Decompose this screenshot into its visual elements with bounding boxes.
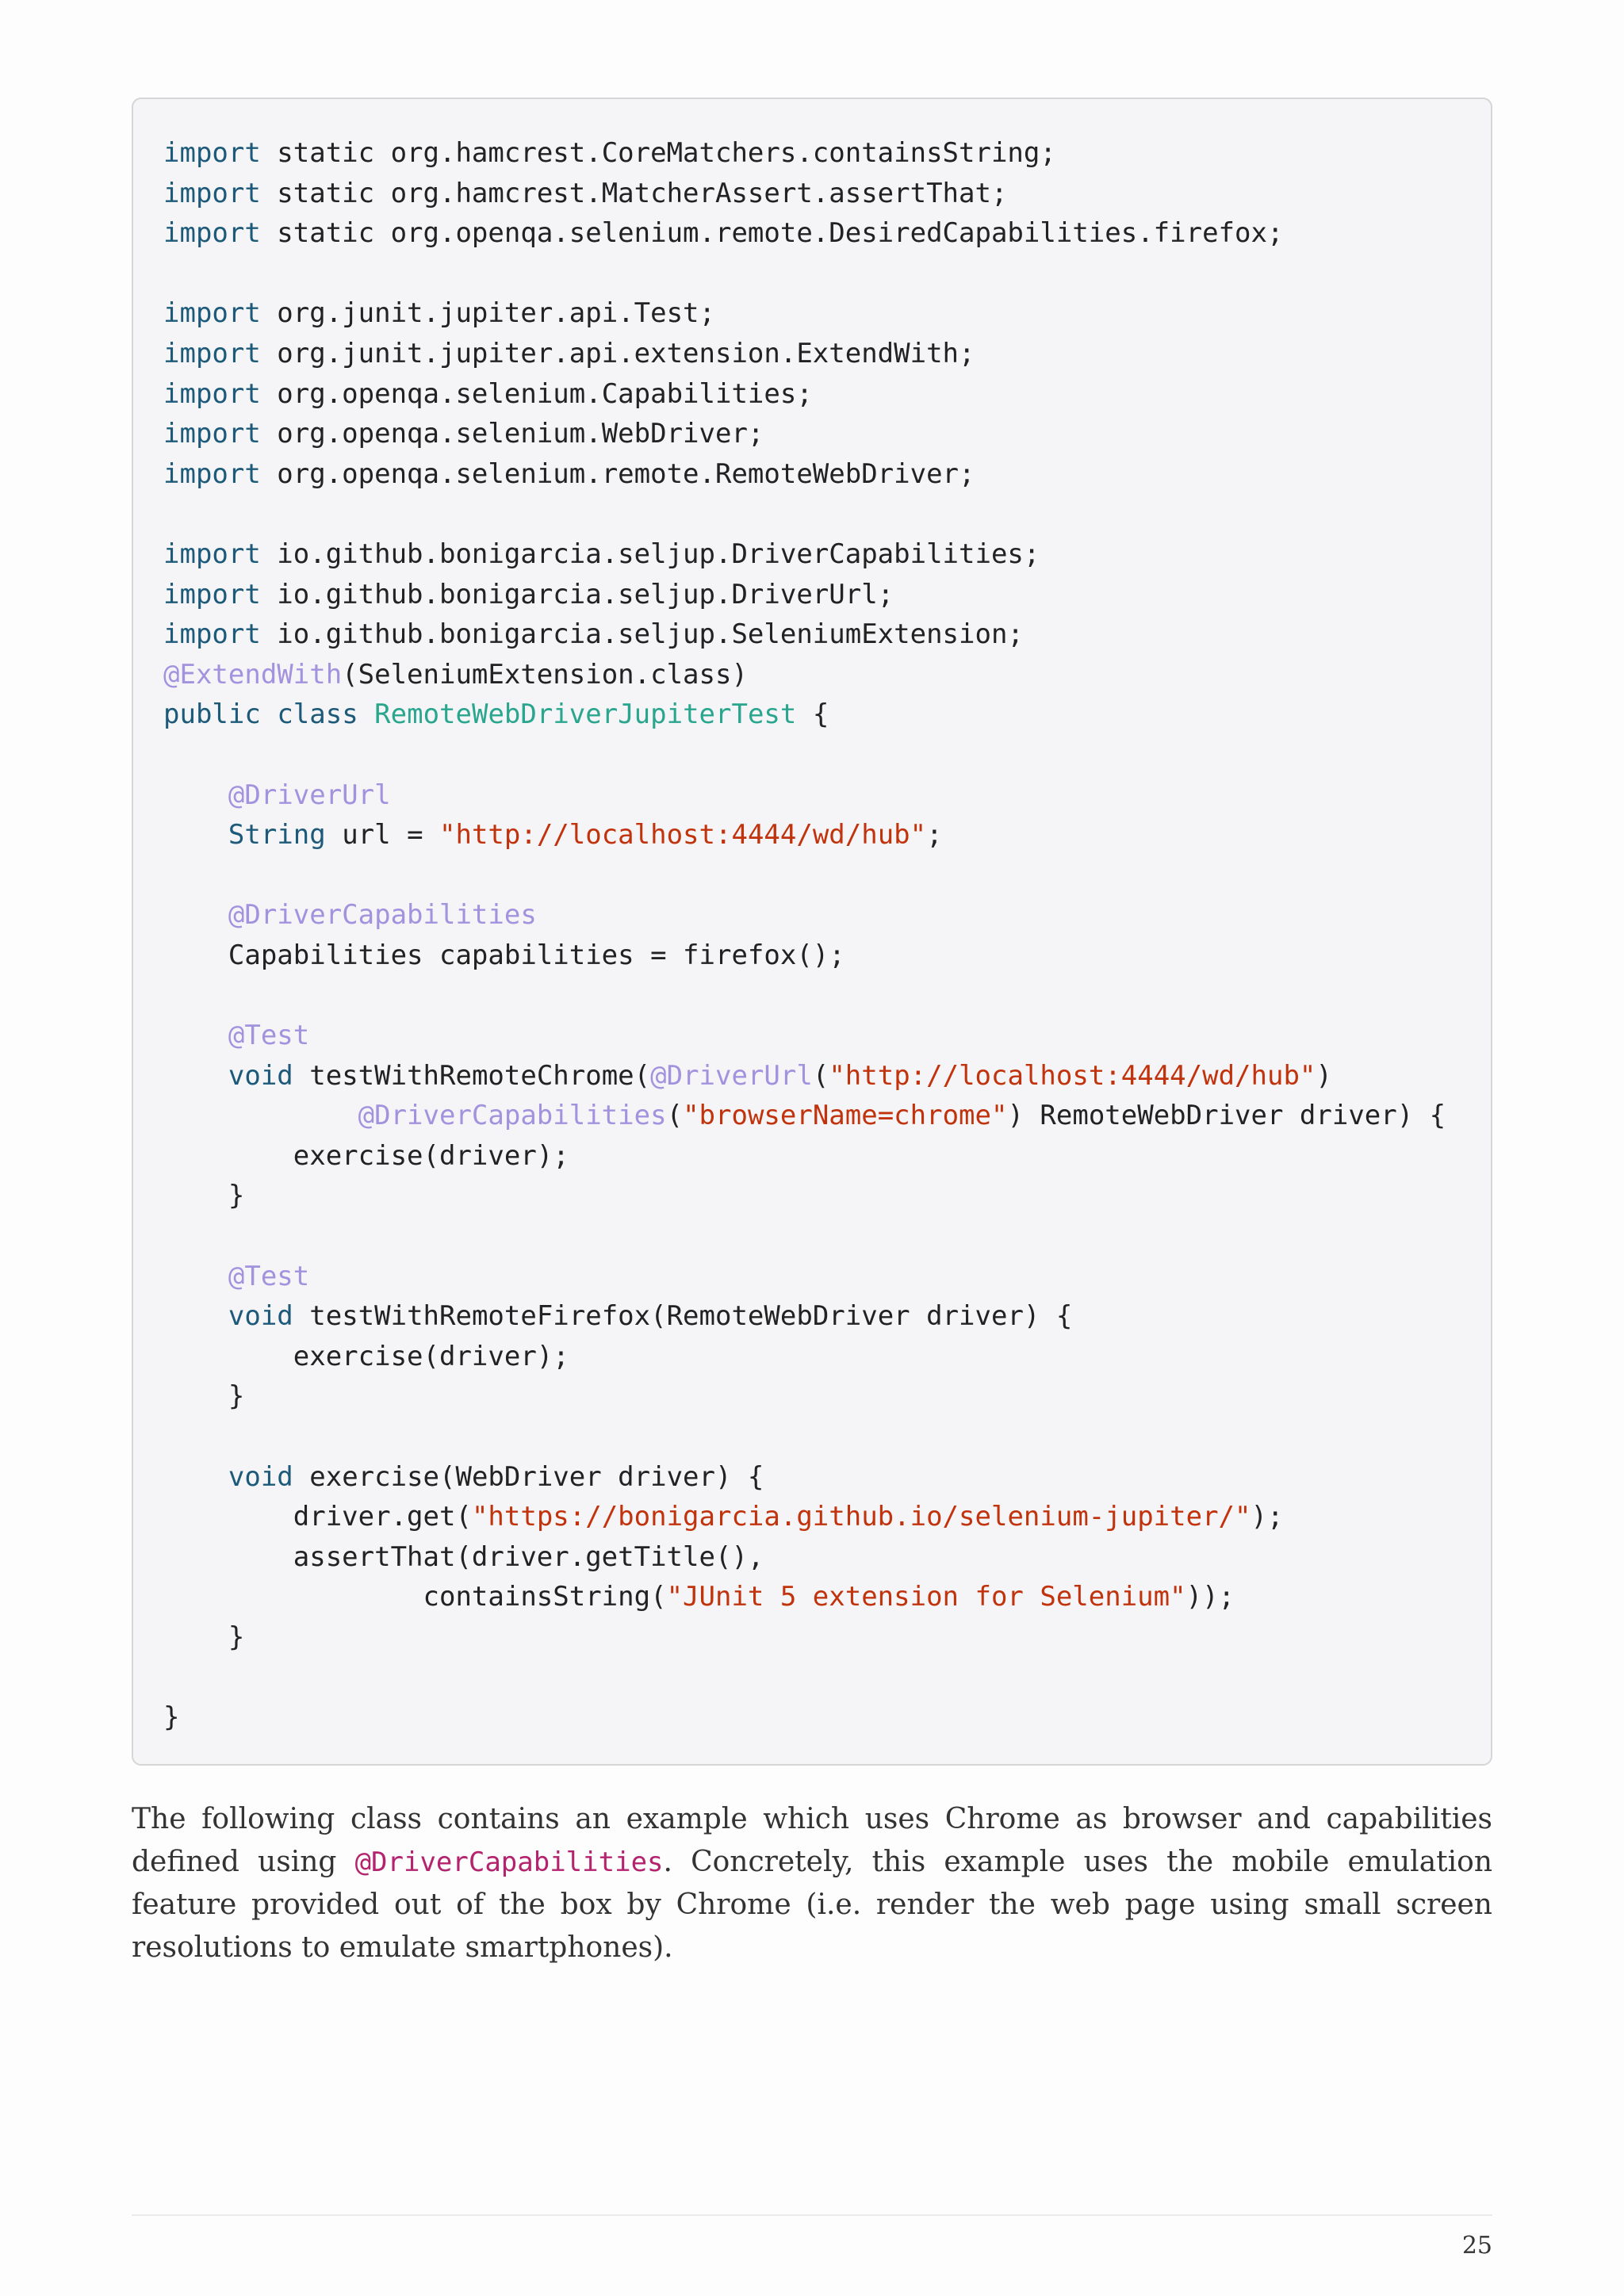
code-token: } (163, 1701, 180, 1734)
code-token (163, 1100, 358, 1131)
java-code-listing (163, 133, 1462, 1738)
code-token (163, 1020, 228, 1051)
code-line (163, 1136, 1462, 1177)
code-token: String (228, 819, 326, 851)
code-line (163, 855, 1462, 896)
code-line (163, 1537, 1462, 1578)
code-line (163, 695, 1462, 735)
code-token: import (163, 137, 261, 169)
code-line (163, 1176, 1462, 1216)
code-line (163, 1417, 1462, 1457)
code-block (132, 98, 1492, 1766)
code-token: io.github.bonigarcia.seljup.SeleniumExtension; (260, 618, 1024, 651)
code-token: assertThat(driver.getTitle(), (163, 1540, 764, 1573)
code-line (163, 1096, 1462, 1136)
code-token: @DriverUrl (650, 1059, 813, 1092)
code-token: ; (926, 819, 943, 851)
code-token: exercise(driver); (163, 1139, 569, 1172)
code-token: org.openqa.selenium.WebDriver; (260, 418, 764, 450)
code-token: class (277, 698, 358, 731)
code-line (163, 414, 1462, 454)
code-token: )); (1185, 1581, 1235, 1613)
code-line (163, 1577, 1462, 1617)
code-token: exercise(WebDriver driver) { (293, 1460, 764, 1493)
code-token (163, 1261, 228, 1292)
code-token: (SeleniumExtension.class) (342, 658, 748, 691)
code-token: @DriverCapabilities (228, 899, 537, 932)
code-token: testWithRemoteFirefox(RemoteWebDriver driver) { (293, 1300, 1073, 1333)
code-line (163, 1457, 1462, 1498)
code-token: "JUnit 5 extension for Selenium" (666, 1581, 1186, 1613)
paragraph-text-after: . Concretely, this example uses the mobile emulation feature provided out of the box by Chrome (i.e. render the web page using small screen resolutions to emulate smartphones). (132, 1846, 1493, 1964)
code-token (163, 1060, 228, 1092)
code-line (163, 1056, 1462, 1096)
code-line (163, 1257, 1462, 1297)
code-token: import (163, 418, 261, 450)
code-line (163, 454, 1462, 495)
code-line (163, 775, 1462, 816)
code-line (163, 254, 1462, 294)
code-line (163, 735, 1462, 775)
code-token: ( (666, 1100, 684, 1132)
code-line (163, 1617, 1462, 1658)
code-token: static org.openqa.selenium.remote.DesiredCapabilities.firefox; (260, 217, 1284, 250)
code-token: @DriverCapabilities (358, 1100, 667, 1132)
code-line (163, 1376, 1462, 1417)
code-token: @DriverUrl (228, 779, 391, 811)
code-token: ); (1251, 1501, 1284, 1533)
code-token: import (163, 297, 261, 330)
code-token: driver.get( (163, 1501, 472, 1533)
code-token: "https://bonigarcia.github.io/selenium-jupiter/" (471, 1501, 1251, 1533)
code-token: } (163, 1380, 245, 1413)
code-token (163, 899, 228, 931)
code-token: url = (325, 819, 440, 851)
code-token: import (163, 177, 261, 209)
code-token: io.github.bonigarcia.seljup.DriverUrl; (260, 578, 894, 610)
code-line (163, 655, 1462, 695)
code-token: containsString( (163, 1581, 667, 1613)
paragraph-text-before: The following class contains an example which uses Chrome as browser and capabilities defined using (132, 1803, 1492, 1878)
code-token: org.junit.jupiter.api.extension.ExtendWith; (260, 337, 975, 369)
code-token: "http://localhost:4444/wd/hub" (439, 819, 927, 851)
code-token: static org.hamcrest.CoreMatchers.containsString; (260, 137, 1056, 169)
code-token: io.github.bonigarcia.seljup.DriverCapabilities; (260, 538, 1040, 570)
code-token: @Test (228, 1020, 310, 1052)
code-token: static org.hamcrest.MatcherAssert.assertThat; (260, 177, 1008, 209)
code-token: @Test (228, 1260, 310, 1292)
code-token: void (228, 1300, 293, 1333)
code-line (163, 334, 1462, 374)
code-line (163, 1216, 1462, 1257)
page-number: 25 (1461, 2232, 1492, 2260)
code-token (163, 819, 228, 851)
code-token: import (163, 217, 261, 250)
code-line (163, 895, 1462, 936)
code-token: import (163, 337, 261, 369)
code-line (163, 1296, 1462, 1337)
code-line (163, 614, 1462, 655)
code-line (163, 494, 1462, 534)
code-token: ) RemoteWebDriver driver) { (1007, 1100, 1446, 1132)
code-token: } (163, 1621, 245, 1653)
code-token: @ExtendWith (163, 658, 343, 691)
code-line (163, 293, 1462, 334)
inline-code-driver-capabilities: @DriverCapabilities (354, 1846, 664, 1878)
code-token: { (796, 698, 829, 731)
code-token: Capabilities capabilities = firefox(); (163, 939, 845, 971)
code-token: "http://localhost:4444/wd/hub" (829, 1059, 1316, 1092)
code-line (163, 174, 1462, 214)
code-token: public (163, 698, 261, 731)
code-token: "browserName=chrome" (683, 1100, 1008, 1132)
code-token: org.openqa.selenium.remote.RemoteWebDriver; (260, 457, 975, 490)
footer-divider (132, 2214, 1492, 2216)
code-token: ) (1316, 1059, 1332, 1092)
code-line (163, 1497, 1462, 1537)
code-token (163, 779, 228, 811)
code-token: import (163, 538, 261, 570)
code-token: import (163, 578, 261, 610)
code-token: void (228, 1460, 293, 1493)
body-paragraph (132, 1798, 1492, 1969)
code-line (163, 374, 1462, 415)
code-token: exercise(driver); (163, 1340, 569, 1372)
code-line (163, 815, 1462, 855)
code-token: import (163, 457, 261, 490)
code-token: void (228, 1059, 293, 1092)
code-token: ( (812, 1059, 829, 1092)
code-token: } (163, 1180, 245, 1212)
code-line (163, 936, 1462, 976)
code-line (163, 1658, 1462, 1698)
code-line (163, 213, 1462, 254)
code-line (163, 1337, 1462, 1377)
code-line (163, 1697, 1462, 1738)
code-token (163, 1300, 228, 1332)
code-token: org.openqa.selenium.Capabilities; (260, 377, 813, 410)
code-token (358, 698, 374, 730)
code-line (163, 1016, 1462, 1056)
code-token: org.junit.jupiter.api.Test; (260, 297, 715, 330)
code-line (163, 975, 1462, 1016)
code-token: testWithRemoteChrome( (293, 1059, 651, 1092)
code-token (163, 1461, 228, 1493)
code-line (163, 133, 1462, 174)
code-token: import (163, 618, 261, 651)
code-line (163, 575, 1462, 615)
code-token (261, 698, 277, 730)
code-token: import (163, 377, 261, 410)
code-token: RemoteWebDriverJupiterTest (374, 698, 797, 731)
code-line (163, 534, 1462, 575)
